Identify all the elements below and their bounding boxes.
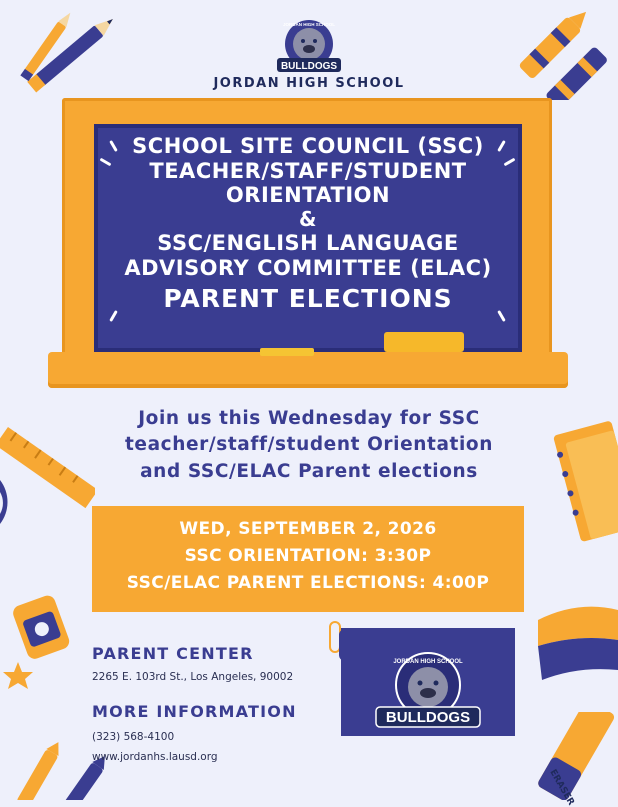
schedule-text <box>92 516 524 597</box>
parent-center-heading: PARENT CENTER <box>92 644 254 663</box>
board-line-1: SCHOOL SITE COUNCIL (SSC) <box>132 134 484 158</box>
board-line-4: & <box>299 206 317 231</box>
board-line-3: ORIENTATION <box>225 183 391 208</box>
chalkboard-text <box>94 134 522 313</box>
svg-text:BULLDOGS: BULLDOGS <box>280 61 338 72</box>
phone-number: (323) 568-4100 <box>92 731 175 743</box>
invite-line-3: and SSC/ELAC Parent elections <box>140 460 478 482</box>
sharpener-icon <box>0 584 90 694</box>
parent-center-address: 2265 E. 103rd St., Los Angeles, 90002 <box>92 671 294 683</box>
website-link[interactable]: www.jordanhs.lausd.org <box>92 751 218 763</box>
board-line-2: TEACHER/STAFF/STUDENT <box>149 158 467 183</box>
board-highlight: PARENT ELECTIONS <box>163 284 453 314</box>
eraser-icon <box>530 712 618 800</box>
chalkboard-tray <box>48 352 568 388</box>
svg-text:JORDAN HIGH SCHOOL: JORDAN HIGH SCHOOL <box>282 22 336 27</box>
elections-time: SSC/ELAC PARENT ELECTIONS: 4:00P <box>126 572 490 593</box>
bulldogs-logo <box>271 18 347 76</box>
eraser-block <box>384 332 464 352</box>
pencil-icon <box>10 0 130 110</box>
board-line-6: ADVISORY COMMITTEE (ELAC) <box>124 255 492 280</box>
crayon-icon-bottom <box>0 740 110 800</box>
orientation-time: SSC ORIENTATION: 3:30P <box>184 545 432 566</box>
svg-text:BULLDOGS: BULLDOGS <box>385 709 471 726</box>
event-date: WED, SEPTEMBER 2, 2026 <box>179 519 437 539</box>
more-info-heading: MORE INFORMATION <box>92 702 297 721</box>
invite-text <box>30 406 588 485</box>
board-line-5: SSC/ENGLISH LANGUAGE <box>157 231 459 256</box>
chalk-piece <box>260 348 314 356</box>
school-name: JORDAN HIGH SCHOOL <box>213 76 405 91</box>
eraser-label: ERASER <box>547 768 576 807</box>
invite-line-2: teacher/staff/student Orientation <box>124 434 493 456</box>
invite-line-1: Join us this Wednesday for SSC <box>138 408 480 429</box>
stapler-icon <box>538 600 618 700</box>
bulldogs-logo-large <box>370 651 486 729</box>
svg-text:JORDAN HIGH SCHOOL: JORDAN HIGH SCHOOL <box>393 659 463 665</box>
